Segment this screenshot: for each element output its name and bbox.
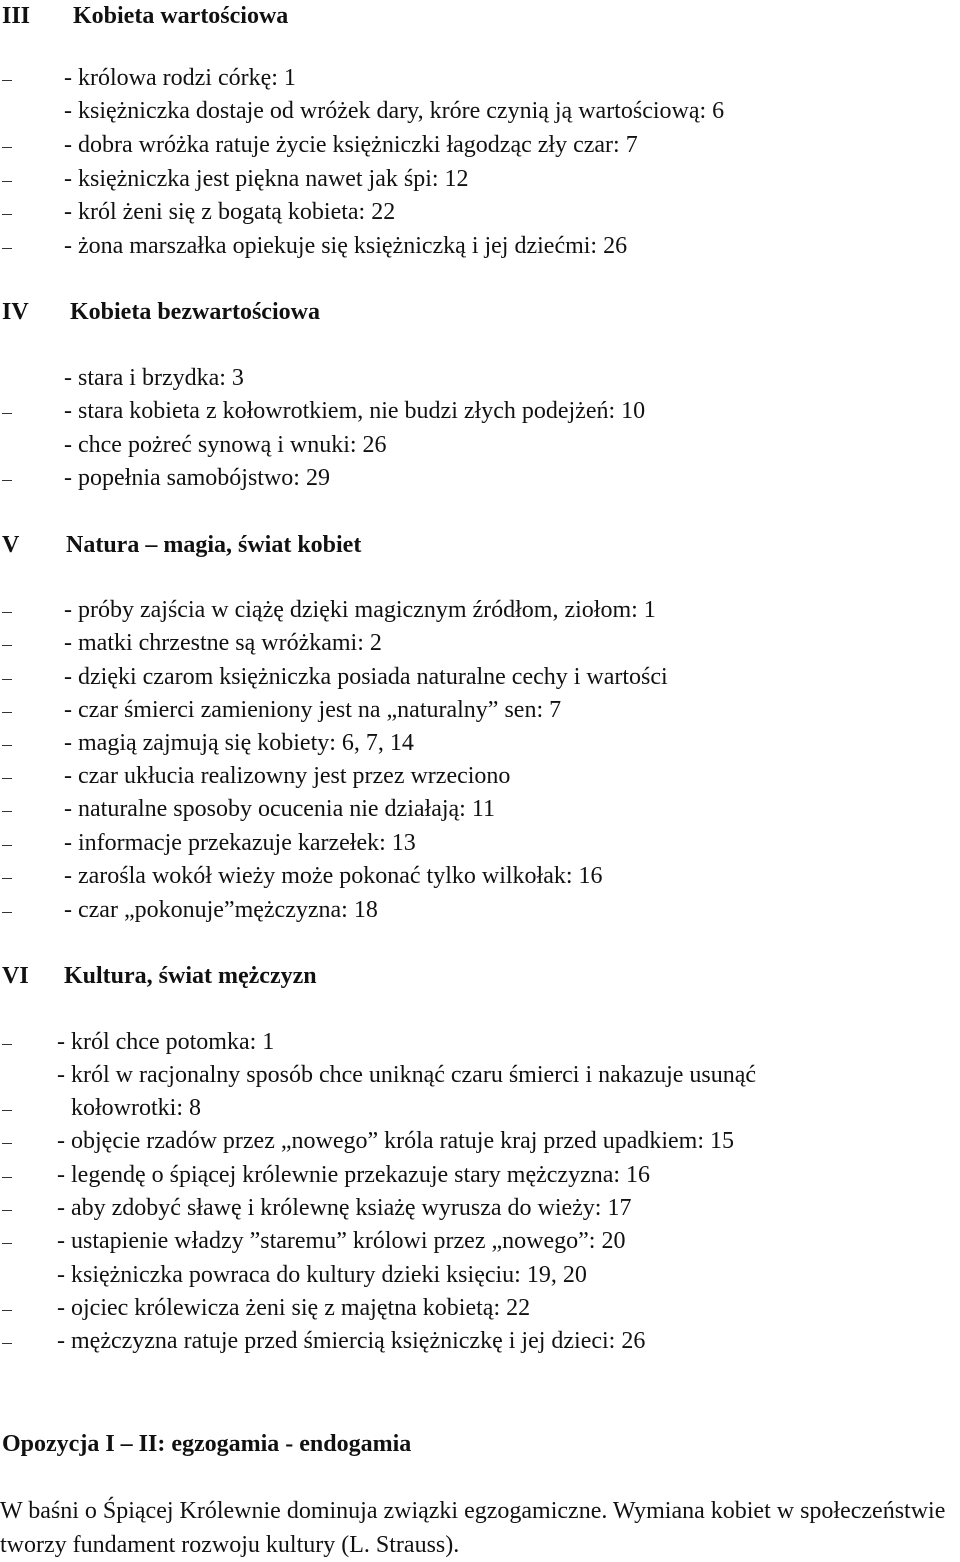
item-text: - objęcie rzadów przez „nowego” króla ratuje kraj przed upadkiem: 15 bbox=[57, 1128, 735, 1154]
list-item bbox=[0, 1092, 960, 1125]
list-item bbox=[0, 95, 960, 128]
item-text: - księżniczka powraca do kultury dzieki księciu: 19, 20 bbox=[57, 1262, 587, 1288]
dash-marker bbox=[2, 1210, 12, 1211]
item-text: - dzięki czarom księżniczka posiada naturalne cechy i wartości bbox=[64, 664, 668, 690]
list-item bbox=[0, 727, 960, 760]
item-text: - próby zajścia w ciążę dzięki magicznym źródłom, ziołom: 1 bbox=[64, 597, 656, 623]
item-text: - król w racjonalny sposób chce uniknąć czaru śmierci i nakazuje usunąć bbox=[57, 1062, 757, 1088]
section-numeral: VI bbox=[2, 963, 29, 989]
list-item bbox=[0, 429, 960, 462]
list-item bbox=[0, 230, 960, 263]
list-item bbox=[0, 827, 960, 860]
dash-marker bbox=[2, 845, 12, 846]
item-text: - król chce potomka: 1 bbox=[57, 1029, 275, 1055]
dash-marker bbox=[2, 1143, 12, 1144]
list-item bbox=[0, 1159, 960, 1192]
section-heading bbox=[0, 296, 960, 329]
list-item bbox=[0, 163, 960, 196]
item-text: - czar śmierci zamieniony jest na „naturalny” sen: 7 bbox=[64, 697, 562, 723]
opposition-heading-text: Opozycja I – II: egzogamia - endogamia bbox=[2, 1431, 412, 1457]
item-text: - informacje przekazuje karzełek: 13 bbox=[64, 830, 416, 856]
opposition-paragraph: W baśni o Śpiącej Królewnie dominuja związki egzogamiczne. Wymiana kobiet w społeczeństwie tworzy fundament rozwoju kultury (L. Strauss). bbox=[0, 1498, 946, 1558]
list-item bbox=[0, 661, 960, 694]
dash-marker bbox=[2, 1243, 12, 1244]
section-title: Kobieta bezwartościowa bbox=[70, 299, 320, 325]
item-text: - ustapienie władzy ”staremu” królowi przez „nowego”: 20 bbox=[57, 1228, 626, 1254]
item-text: - dobra wróżka ratuje życie księżniczki łagodząc zły czar: 7 bbox=[64, 132, 638, 158]
list-item bbox=[0, 760, 960, 793]
list-item bbox=[0, 196, 960, 229]
item-text: - zarośla wokół wieży może pokonać tylko wilkołak: 16 bbox=[64, 863, 603, 889]
dash-marker bbox=[2, 1110, 12, 1111]
opposition-heading bbox=[0, 1428, 960, 1461]
dash-marker bbox=[2, 612, 12, 613]
dash-marker bbox=[2, 679, 12, 680]
list-item bbox=[0, 1059, 960, 1092]
item-text: - matki chrzestne są wróżkami: 2 bbox=[64, 630, 382, 656]
section-heading bbox=[0, 0, 960, 33]
list-item bbox=[0, 594, 960, 627]
list-item bbox=[0, 1259, 960, 1292]
section-numeral: V bbox=[2, 532, 20, 558]
item-text: - naturalne sposoby ocucenia nie działają: 11 bbox=[64, 796, 495, 822]
dash-marker bbox=[2, 1177, 12, 1178]
dash-marker bbox=[2, 1310, 12, 1311]
dash-marker bbox=[2, 480, 12, 481]
dash-marker bbox=[2, 181, 12, 182]
list-item bbox=[0, 894, 960, 927]
item-text: - czar „pokonuje”mężczyzna: 18 bbox=[64, 897, 378, 923]
item-text: - chce pożreć synową i wnuki: 26 bbox=[64, 432, 387, 458]
list-item bbox=[0, 627, 960, 660]
dash-marker bbox=[2, 1343, 12, 1344]
dash-marker bbox=[2, 413, 12, 414]
dash-marker bbox=[2, 878, 12, 879]
dash-marker bbox=[2, 248, 12, 249]
item-text: - czar ukłucia realizowny jest przez wrzeciono bbox=[64, 763, 511, 789]
item-text: - popełnia samobójstwo: 29 bbox=[64, 465, 330, 491]
section-numeral: IV bbox=[2, 299, 29, 325]
dash-marker bbox=[2, 912, 12, 913]
item-text: - stara i brzydka: 3 bbox=[64, 365, 244, 391]
list-item bbox=[0, 129, 960, 162]
section-title: Kobieta wartościowa bbox=[73, 3, 289, 29]
item-text: kołowrotki: 8 bbox=[71, 1095, 201, 1121]
list-item bbox=[0, 1292, 960, 1325]
list-item bbox=[0, 462, 960, 495]
item-text: - aby zdobyć sławę i królewnę ksiażę wyrusza do wieży: 17 bbox=[57, 1195, 632, 1221]
section-numeral: III bbox=[2, 3, 31, 29]
item-text: - żona marszałka opiekuje się księżniczką i jej dziećmi: 26 bbox=[64, 233, 628, 259]
item-text: - księżniczka dostaje od wróżek dary, króre czynią ją wartościową: 6 bbox=[64, 98, 725, 124]
dash-marker bbox=[2, 80, 12, 81]
list-item bbox=[0, 1026, 960, 1059]
item-text: - legendę o śpiącej królewnie przekazuje stary mężczyzna: 16 bbox=[57, 1162, 651, 1188]
list-item bbox=[0, 362, 960, 395]
list-item bbox=[0, 694, 960, 727]
dash-marker bbox=[2, 712, 12, 713]
list-item bbox=[0, 793, 960, 826]
item-text: - królowa rodzi córkę: 1 bbox=[64, 65, 296, 91]
dash-marker bbox=[2, 1044, 12, 1045]
dash-marker bbox=[2, 147, 12, 148]
dash-marker bbox=[2, 778, 12, 779]
section-heading bbox=[0, 529, 960, 562]
item-text: - mężczyzna ratuje przed śmiercią księżniczkę i jej dzieci: 26 bbox=[57, 1328, 646, 1354]
item-text: - stara kobieta z kołowrotkiem, nie budzi złych podejżeń: 10 bbox=[64, 398, 646, 424]
dash-marker bbox=[2, 745, 12, 746]
item-text: - magią zajmują się kobiety: 6, 7, 14 bbox=[64, 730, 414, 756]
list-item bbox=[0, 1225, 960, 1258]
section-title: Kultura, świat mężczyzn bbox=[64, 963, 317, 989]
list-item bbox=[0, 860, 960, 893]
item-text: - król żeni się z bogatą kobieta: 22 bbox=[64, 199, 396, 225]
item-text: - ojciec królewicza żeni się z majętna kobietą: 22 bbox=[57, 1295, 531, 1321]
list-item bbox=[0, 395, 960, 428]
list-item bbox=[0, 62, 960, 95]
dash-marker bbox=[2, 214, 12, 215]
section-title: Natura – magia, świat kobiet bbox=[66, 532, 362, 558]
dash-marker bbox=[2, 645, 12, 646]
section-heading bbox=[0, 960, 960, 993]
item-text: - księżniczka jest piękna nawet jak śpi: 12 bbox=[64, 166, 469, 192]
dash-marker bbox=[2, 811, 12, 812]
list-item bbox=[0, 1125, 960, 1158]
list-item bbox=[0, 1192, 960, 1225]
list-item bbox=[0, 1325, 960, 1358]
